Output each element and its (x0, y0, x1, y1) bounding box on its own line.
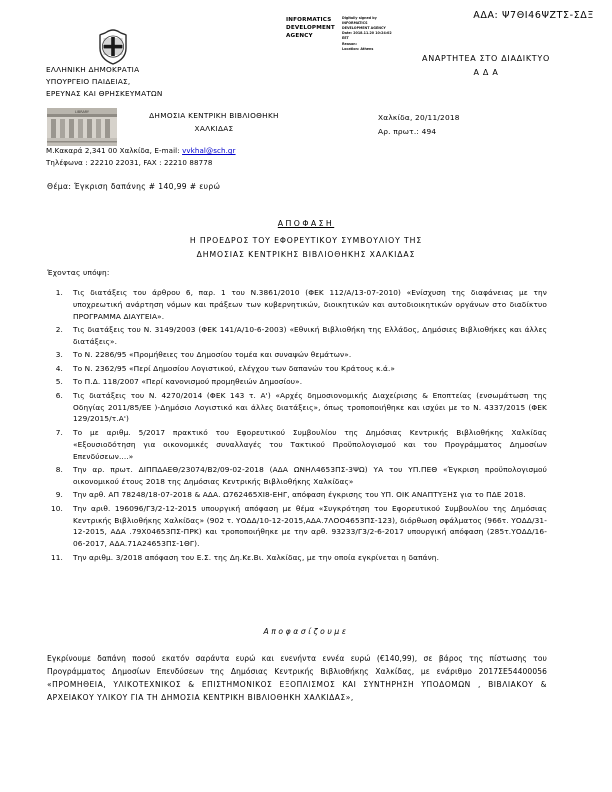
list-item (47, 464, 547, 488)
subject-line: Θέμα: Έγκριση δαπάνης # 140,99 # ευρώ (47, 182, 221, 191)
resolution-body (47, 652, 547, 705)
contact-phone-line: Τηλέφωνα : 22210 22031, FAX : 22210 88778 (46, 158, 213, 168)
stamp-line-7: Location: Athens (342, 46, 374, 51)
clause-number: 11. (50, 552, 63, 562)
clause-number: 8. (55, 464, 63, 474)
list-item (47, 390, 547, 426)
svg-text:LIBRARY: LIBRARY (75, 110, 89, 114)
clause-text: Τις διατάξεις του Ν. 4270/2014 (ΦΕΚ 143 τ. Α') «Αρχές δημοσιονομικής Διαχείρισης & Εποπτείας (ενσωμάτωση της Οδηγίας 2011/85/ΕΕ )-Δημόσιο Λογιστικό και άλλες διατάξεις», όπως τροποποιήθηκε και ισχύει με το Ν. 4337/2015 (ΦΕΚ 129/2015/τ.Α') (73, 390, 547, 424)
address-text: Μ.Κακαρά 2,341 00 Χαλκίδα, E-mail: (46, 146, 183, 155)
list-item (47, 552, 547, 564)
digital-signature-stamp (286, 16, 412, 52)
list-item (47, 489, 547, 501)
clause-text: Την αρ. πρωτ. ΔΙΠΠΔΑΕΘ/23074/Β2/09-02-2018 (ΑΔΑ ΩΝΗΛ4653ΠΣ-3ΨΩ) ΥΑ του ΥΠ.ΠΕΘ «Έγκριση προϋπολογισμού οικονομικού έτους 2018 της Δημόσιας Κεντρικής Βιβλιοθήκης Χαλκίδας» (73, 464, 547, 486)
clause-number: 10. (50, 503, 63, 513)
list-item (47, 376, 547, 388)
clause-text: Το Ν. 2286/95 «Προμήθειες του Δημοσίου τομέα και συναψών θεμάτων». (73, 350, 352, 360)
list-item (47, 503, 547, 551)
resolution-programme-title: «ΠΡΟΜΗΘΕΙΑ, ΥΛΙΚΟΤΕΧΝΙΚΟΣ & ΕΠΙΣΤΗΜΟΝΙΚΟΣ ΕΞΟΠΛΙΣΜΟΣ ΚΑΙ ΣΥΝΤΗΡΗΣΗ ΥΠΟΔΟΜΩΝ , ΒΙΒΛΙΑΚΟΥ & ΑΡΧΕΙΑΚΟΥ ΥΛΙΚΟΥ ΓΙΑ ΤΗ ΔΗΜΟΣΙΑ ΚΕΝΤΡΙΚΗ ΒΙΒΛΙΟΘΗΚΗ ΧΑΛΚΙΔΑΣ», (47, 680, 547, 703)
stamp-line-6: Reason: (342, 41, 357, 46)
library-name-line-2: ΧΑΛΚΙΔΑΣ (194, 123, 234, 133)
clause-text: Το Ν. 2362/95 «Περί Δημοσίου Λογιστικού, ελέγχου των δαπανών του Κράτους κ.ά.» (73, 363, 396, 373)
stamp-line-5: EET (342, 36, 349, 41)
clause-text: Το με αριθμ. 5/2017 πρακτικό του Εφορευτικού Συμβουλίου της Δημόσιας Κεντρικής Βιβλιοθήκης Χαλκίδας «Εξουσιοδότηση για οικονομικές συναλλαγές του Τακτικού Προϋπολογισμού και του Προγράμματος Δημοσίων Επενδύσεων....» (73, 427, 547, 461)
clause-number: 3. (55, 350, 63, 360)
clause-number: 6. (55, 390, 63, 400)
contact-address-line (46, 145, 236, 157)
email-link[interactable]: vvkhal@sch.gr (182, 146, 236, 155)
issue-info (378, 111, 460, 139)
resolution-body-text: Εγκρίνουμε δαπάνη ποσού εκατόν σαράντα ευρώ και ενενήντα εννέα ευρώ (€140,99), σε βάρος της πίστωσης του Προγράμματος Δημοσίων Επενδύσεων της Δημόσιας Κεντρικής Βιβλιοθήκης Χαλκίδας, με ενάριθμο 2017ΣΕ54400056 (47, 654, 547, 677)
library-name (124, 110, 304, 136)
clause-number: 2. (55, 325, 63, 335)
clause-number: 7. (55, 427, 63, 437)
clause-text: Την αριθμ. 3/2018 απόφαση του Ε.Σ. της Δη.Κε.Βι. Χαλκίδας, με την οποία εγκρίνεται η δαπάνη. (73, 552, 440, 562)
clause-text: Τις διατάξεις του Ν. 3149/2003 (ΦΕΚ 141/Α/10-6-2003) «Εθνική Βιβλιοθήκη της Ελλάδος, Δημόσιες Βιβλιοθήκες και άλλες διατάξεις». (73, 325, 547, 347)
list-item (47, 287, 547, 323)
stamp-line-4: Date: 2018.11.20 10:24:02 (342, 31, 392, 36)
clause-number: 5. (55, 377, 63, 387)
org-line-1: ΕΛΛΗΝΙΚΗ ΔΗΜΟΚΡΑΤΙΑ (46, 65, 140, 74)
clause-number: 1. (55, 288, 63, 297)
resolution-heading: Αποφασίζουμε (263, 627, 349, 636)
clause-number: 4. (55, 363, 63, 373)
stamp-line-2: INFORMATICS (342, 21, 368, 26)
clause-number: 9. (55, 490, 63, 500)
posting-line-2: Α Δ Α (473, 68, 499, 78)
issue-protocol-number: Αρ. πρωτ.: 494 (378, 127, 437, 137)
list-item (47, 324, 547, 348)
contact-details (46, 145, 236, 169)
org-line-2: ΥΠΟΥΡΓΕΙΟ ΠΑΙΔΕΙΑΣ, (46, 76, 131, 86)
stamp-line-1: Digitally signed by (342, 16, 377, 20)
stamp-agency-title: INFORMATICS DEVELOPMENT AGENCY (286, 17, 335, 40)
posting-line-1: ΑΝΑΡΤΗΤΕΑ ΣΤΟ ΔΙΑΔΙΚΤΥΟ (422, 54, 550, 63)
org-line-3: ΕΡΕΥΝΑΣ ΚΑΙ ΘΡΗΣΚΕΥΜΑΤΩΝ (46, 88, 163, 98)
organization-header (46, 64, 163, 99)
legal-clause-list (47, 287, 547, 565)
library-building-photo (47, 108, 117, 146)
stamp-line-3: DEVELOPMENT AGENCY (342, 26, 386, 31)
decision-authority-line-1: Η ΠΡΟΕΔΡΟΣ ΤΟΥ ΕΦΟΡΕΥΤΙΚΟΥ ΣΥΜΒΟΥΛΙΟΥ ΤΗΣ (189, 236, 423, 245)
list-item (47, 349, 547, 361)
list-item (47, 427, 547, 463)
list-item (47, 363, 547, 375)
clause-text: Το Π.Δ. 118/2007 «Περί κανονισμού προμηθειών Δημοσίου». (73, 377, 303, 387)
library-name-line-1: ΔΗΜΟΣΙΑ ΚΕΝΤΡΙΚΗ ΒΙΒΛΙΟΘΗΚΗ (149, 111, 279, 120)
decision-authority (0, 234, 612, 263)
issue-place-date: Χαλκίδα, 20/11/2018 (378, 113, 460, 122)
clause-text: Την αριθ. 196096/Γ3/2-12-2015 υπουργική απόφαση με θέμα «Συγκρότηση του Εφορευτικού Συμβουλίου της Δημόσιας Κεντρικής Βιβλιοθήκης Χαλκίδας» (902 τ. ΥΟΔΔ/10-12-2015,ΑΔΑ.7ΛΟΟ4653ΠΣ-123), διόρθωση σφάλματος (966τ. ΥΟΔΔ/31-12-2015, ΑΔΑ .79Χ04653ΠΣ-ΠΡΚ) και τροποποιήθηκε με την αρθ. 93233/Γ3/2-6-2017 υπουργική απόφαση (285τ.ΥΟΔΔ/16-06-2017, ΑΔΑ.71Α24653ΠΣ-1ΘΓ). (73, 503, 547, 549)
decision-authority-line-2: ΔΗΜΟΣΙΑΣ ΚΕΝΤΡΙΚΗΣ ΒΙΒΛΙΟΘΗΚΗΣ ΧΑΛΚΙΔΑΣ (196, 250, 416, 260)
posting-notice (366, 52, 606, 81)
clause-text: Τις διατάξεις του άρθρου 6, παρ. 1 του Ν.3861/2010 (ΦΕΚ 112/Α/13-07-2010) «Ενίσχυση της διαφάνειας με την υποχρεωτική ανάρτηση νόμων και πράξεων των κυβερνητικών, διοικητικών και αυτοδιοικητικών οργάνων στο διαδίκτυο ΠΡΟΓΡΑΜΜΑ ΔΙΑΥΓΕΙΑ». (73, 288, 547, 321)
decision-title: ΑΠΟΦΑΣΗ (277, 219, 335, 228)
ada-code-header: ΑΔΑ: Ψ7ΘΙ46ΨΖΤΣ-ΣΔΞ (473, 10, 594, 21)
greek-coat-of-arms-emblem (96, 28, 130, 66)
preamble-having-in-mind: Έχοντας υπόψη: (47, 268, 110, 277)
clause-text: Την αρθ. ΑΠ 78248/18-07-2018 & ΑΔΑ. Ω762465ΧΙ8-ΕΗΓ, απόφαση έγκρισης του ΥΠ. ΟΙΚ ΑΝΑΠΤΥΞΗΣ για το ΠΔΕ 2018. (73, 490, 526, 500)
stamp-signature-details (342, 16, 412, 52)
